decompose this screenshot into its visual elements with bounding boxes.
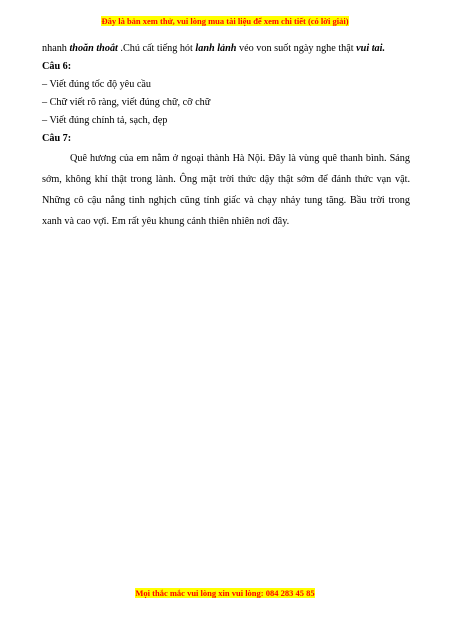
list-item: – Chữ viết rõ ràng, viết đúng chữ, cỡ chữ	[42, 97, 211, 108]
list-item: – Viết đúng tốc độ yêu cầu	[42, 79, 151, 90]
contact-footer	[0, 588, 450, 598]
preview-banner-text: Đây là bản xem thử, vui lòng mua tài liệu để xem chi tiết (có lời giải)	[101, 16, 349, 26]
text-run: nhanh	[42, 43, 70, 54]
question-7-heading: Câu 7:	[42, 133, 72, 144]
question-6-heading: Câu 6:	[42, 61, 72, 72]
document-body	[42, 40, 410, 232]
preview-banner	[0, 16, 450, 26]
text-run: .Chú cất tiếng hót	[117, 43, 196, 54]
emphasis-text: vui tai.	[356, 43, 386, 54]
list-item: – Viết đúng chính tả, sạch, đẹp	[42, 115, 168, 126]
question-7-paragraph: Quê hương của em nằm ở ngoại thành Hà Nội. Đây là vùng quê thanh bình. Sáng sớm, không khí thật trong lành. Ông mặt trời thức dậy thật sớm để đánh thức vạn vật. Những cô cậu nắng tinh nghịch cũng tỉnh giấc và chạy nhảy tung tăng. Bầu trời trong xanh và cao vợi. Em rất yêu khung cảnh thiên nhiên nơi đây.	[42, 153, 410, 227]
contact-footer-text: Mọi thắc mắc vui lòng xin vui lòng: 084 283 45 85	[135, 588, 315, 598]
text-run: véo von suốt ngày nghe thật	[236, 43, 357, 54]
emphasis-text: lanh lảnh	[195, 43, 237, 54]
answer-line-continuation	[42, 40, 410, 58]
emphasis-text: thoăn thoắt	[69, 43, 118, 54]
